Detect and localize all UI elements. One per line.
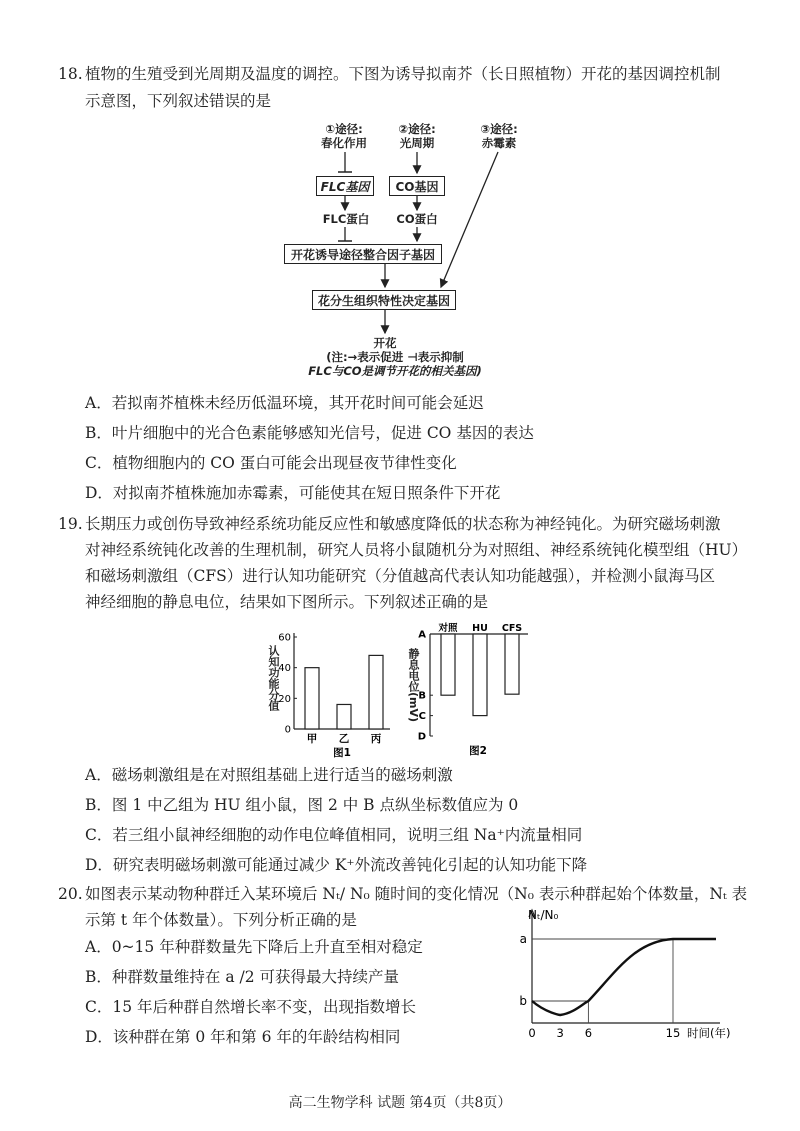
gibberellin-arrow — [441, 152, 498, 287]
path2-label-a: ②途径: — [398, 122, 436, 136]
fig1-ytick-label: 20 — [278, 693, 291, 705]
fig3-curve — [532, 939, 716, 1015]
fig3-xtick-0: 0 — [528, 1026, 536, 1040]
fig1-category-label: 甲 — [306, 733, 318, 745]
fig2-bar — [441, 634, 455, 695]
path1-label-b: 春化作用 — [321, 136, 367, 150]
q18-option-a: A．若拟南芥植株未经历低温环境，其开花时间可能会延迟 — [85, 394, 484, 412]
q18-option-d: D．对拟南芥植株施加赤霉素，可能使其在短日照条件下开花 — [85, 484, 501, 502]
flc-gene-box: FLC基因 — [316, 176, 374, 196]
fig3-xtick-6: 6 — [584, 1026, 593, 1040]
fig3-xlabel: 时间(年) — [687, 1026, 731, 1040]
diagram-arrows — [0, 0, 800, 400]
fig1-bar — [369, 655, 383, 729]
fig1-bar — [337, 704, 351, 729]
fig1-ytick-label: 0 — [284, 724, 291, 736]
q18-option-b: B．叶片细胞中的光合色素能够感知光信号，促进 CO 基因的表达 — [85, 424, 534, 442]
q20-option-d: D．该种群在第 0 年和第 6 年的年龄结构相同 — [85, 1028, 401, 1046]
fig1-category-label: 丙 — [370, 733, 382, 745]
fig2-category-label: HU — [472, 623, 488, 634]
q20-stem-line2: 示第 t 年个体数量）。下列分析正确的是 — [85, 911, 357, 929]
q20-stem-line1: 如图表示某动物种群迁入某环境后 Nₜ/ N₀ 随时间的变化情况（N₀ 表示种群起始个体数量，Nₜ 表 — [85, 885, 748, 903]
fig3-xtick-15: 15 — [665, 1026, 681, 1040]
fig2-ytick-label: B — [418, 690, 426, 702]
q18-stem-line1: 植物的生殖受到光周期及温度的调控。下图为诱导拟南芥（长日照植物）开花的基因调控机制 — [85, 65, 721, 83]
fig2-category-label: 对照 — [438, 623, 458, 634]
q18-option-c: C．植物细胞内的 CO 蛋白可能会出现昼夜节律性变化 — [85, 454, 457, 472]
q20-option-b: B．种群数量维持在 a /2 可获得最大持续产量 — [85, 968, 399, 986]
page-footer: 高二生物学科 试题 第4页（共8页） — [288, 1095, 512, 1111]
co-gene-box: CO基因 — [389, 176, 445, 196]
diagram-note-line2: FLC与CO是调节开花的相关基因) — [308, 364, 482, 378]
figure1-bar-chart — [260, 625, 400, 760]
fig1-bar — [305, 668, 319, 729]
fig1-category-label: 乙 — [338, 733, 350, 745]
q19-stem-line1: 长期压力或创伤导致神经系统功能反应性和敏感度降低的状态称为神经钝化。为研究磁场刺激 — [85, 515, 721, 533]
q19-option-b: B．图 1 中乙组为 HU 组小鼠，图 2 中 B 点纵坐标数值应为 0 — [85, 796, 519, 814]
fig2-ylabel: 静息电位(mV) — [407, 648, 420, 723]
integrator-gene-box: 开花诱导途径整合因子基因 — [284, 244, 442, 264]
fig3-xtick-3: 3 — [556, 1026, 564, 1040]
q19-option-a: A．磁场刺激组是在对照组基础上进行适当的磁场刺激 — [85, 766, 453, 784]
fig2-caption: 图2 — [469, 745, 487, 757]
q20-option-c: C．15 年后种群自然增长率不变，出现指数增长 — [85, 998, 417, 1016]
co-protein-label: CO蛋白 — [396, 212, 438, 226]
fig2-ytick-label: D — [417, 731, 426, 743]
fig1-caption: 图1 — [333, 747, 351, 759]
q19-stem-line3: 和磁场刺激组（CFS）进行认知功能研究（分值越高代表认知功能越强），并检测小鼠海马区 — [85, 567, 715, 585]
q18-number: 18. — [58, 65, 83, 83]
meristem-gene-box: 花分生组织特性决定基因 — [312, 290, 456, 310]
q19-option-c: C．若三组小鼠神经细胞的动作电位峰值相同，说明三组 Na⁺内流量相同 — [85, 826, 583, 844]
path3-label-b: 赤霉素 — [481, 136, 517, 150]
fig3-a-label: a — [519, 932, 527, 946]
q19-number: 19. — [58, 515, 83, 533]
q18-stem-line2: 示意图，下列叙述错误的是 — [85, 92, 272, 110]
fig3-b-label: b — [519, 994, 527, 1008]
fig1-ylabel: 认知功能分值 — [267, 645, 280, 711]
fig1-ytick-label: 60 — [278, 632, 291, 644]
fig2-ytick-label: C — [418, 711, 426, 723]
path1-label-a: ①途径: — [325, 122, 363, 136]
q19-stem-line2: 对神经系统钝化改善的生理机制，研究人员将小鼠随机分为对照组、神经系统钝化模型组（HU） — [85, 541, 748, 559]
fig2-bar — [505, 634, 519, 694]
fig1-ytick-label: 40 — [278, 663, 291, 675]
q20-number: 20. — [58, 885, 83, 903]
path3-label-a: ③途径: — [480, 122, 518, 136]
path2-label-b: 光周期 — [399, 136, 435, 150]
fig3-ylabel: Nₜ/N₀ — [528, 908, 559, 922]
flowering-label: 开花 — [373, 336, 397, 350]
q20-option-a: A．0~15 年种群数量先下降后上升直至相对稳定 — [85, 938, 423, 956]
q19-option-d: D．研究表明磁场刺激可能通过减少 K⁺外流改善钝化引起的认知功能下降 — [85, 856, 588, 874]
flc-protein-label: FLC蛋白 — [322, 212, 370, 226]
q19-stem-line4: 神经细胞的静息电位，结果如下图所示。下列叙述正确的是 — [85, 593, 489, 611]
fig2-category-label: CFS — [501, 623, 523, 634]
figure2-bar-chart — [400, 620, 540, 760]
diagram-note-line1: (注:→表示促进 ⊣表示抑制 — [326, 350, 464, 364]
population-ratio-graph — [510, 905, 750, 1045]
fig2-bar — [473, 634, 487, 716]
fig2-ytick-label: A — [418, 629, 426, 641]
